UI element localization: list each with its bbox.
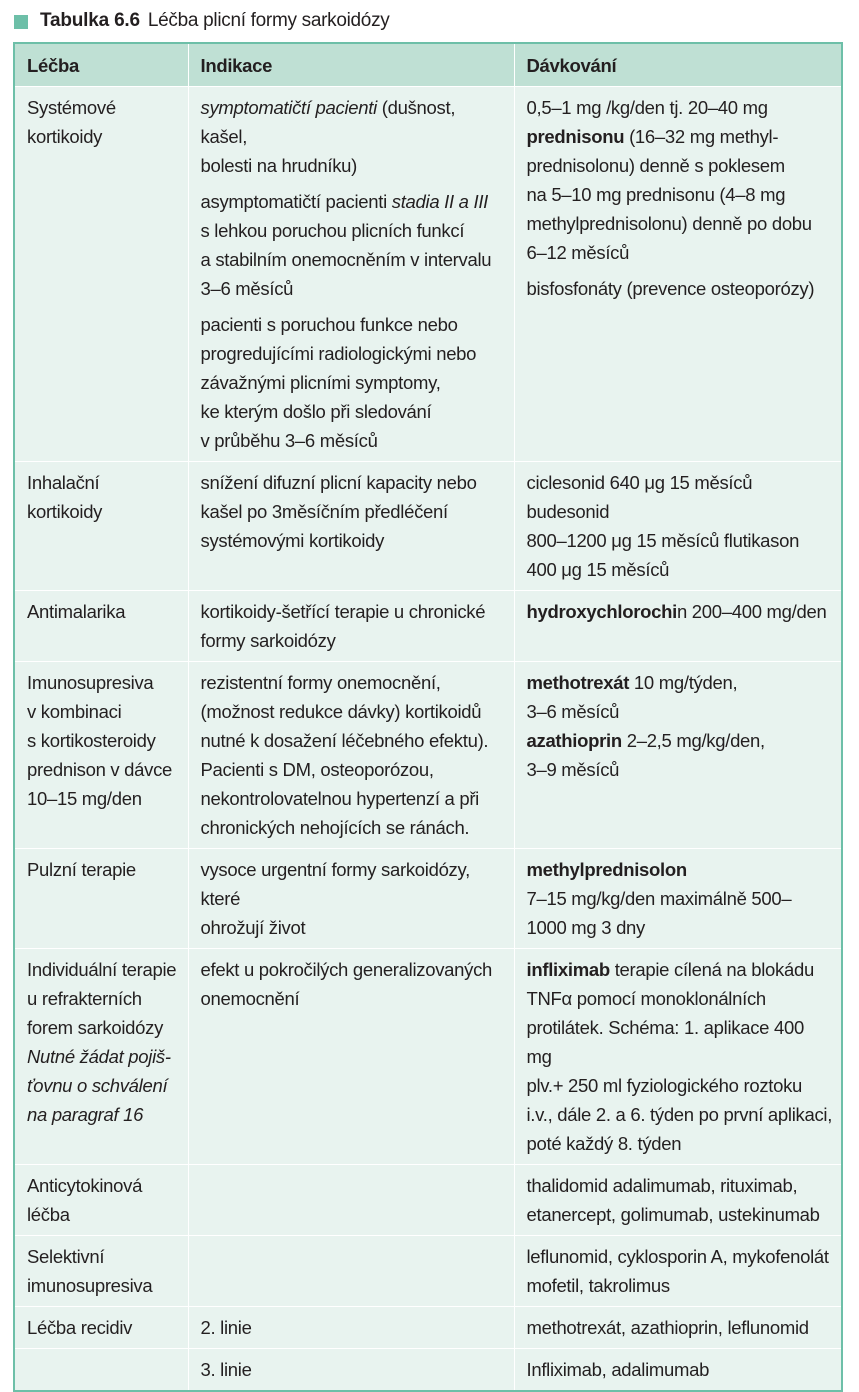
text-run: efekt u pokročilých generalizovaných [200,959,493,980]
text-run: forem sarkoidózy [27,1017,164,1038]
cell-paragraph [201,468,506,555]
cell-paragraph [201,668,506,842]
text-run: 6–12 měsíců [526,242,630,263]
text-run: 7–15 mg/kg/den maximálně 500– [526,888,792,909]
bold-drug-name: prednisonu [526,126,625,147]
text-run: formy sarkoidózy [200,630,336,651]
text-run: v kombinaci [27,701,122,722]
cell-paragraph [527,1242,834,1300]
table-row [14,87,842,462]
text-run: 3–9 měsíců [526,759,620,780]
text-run: Systémové [27,97,116,118]
italic-text: symptomatičtí pacienti [200,97,377,118]
text-run: etanercept, golimumab, ustekinumab [526,1204,820,1225]
text-run: poté každý 8. týden [526,1133,682,1154]
cell-paragraph [201,187,506,303]
cell-dosage [514,1349,842,1392]
cell-treatment [14,949,188,1165]
cell-dosage [514,949,842,1165]
cell-paragraph [201,855,506,942]
text-run: ciclesonid 640 μg 15 měsíců budesonid [526,472,753,522]
table-header-row [14,43,842,87]
text-run: 3–6 měsíců [526,701,620,722]
text-run: kortikoidy-šetřící terapie u chronické [200,601,486,622]
text-run: Léčba recidiv [27,1317,133,1338]
cell-dosage [514,462,842,591]
text-run: u refrakterních [27,988,142,1009]
bold-drug-name: hydroxychlorochi [526,601,677,622]
text-run: Pulzní terapie [27,859,136,880]
text-run: leflunomid, cyklosporin A, mykofenolát [526,1246,829,1267]
text-run: mofetil, takrolimus [526,1275,670,1296]
text-run: kašel po 3měsíčním předléčení [200,501,448,522]
text-run: vysoce urgentní formy sarkoidózy, které [200,859,470,909]
cell-indication [188,591,514,662]
text-run: bisfosfonáty (prevence osteoporózy) [526,278,815,299]
text-run: systémovými kortikoidy [200,530,385,551]
cell-paragraph [527,955,834,1158]
text-run: Anticytokinová [27,1175,143,1196]
cell-dosage [514,1236,842,1307]
cell-treatment [14,462,188,591]
table-row [14,1165,842,1236]
text-run: závažnými plicními symptomy, [200,372,441,393]
text-run: Individuální terapie [27,959,177,980]
cell-treatment [14,662,188,849]
header-indication: Indikace [188,43,514,87]
text-run: v průběhu 3–6 měsíců [200,430,378,451]
cell-paragraph [201,310,506,455]
cell-treatment [14,1349,188,1392]
text-run: ohrožují život [200,917,306,938]
text-run: onemocnění [200,988,300,1009]
italic-text: ťovnu o schválení [27,1075,168,1096]
text-run: (16–32 mg methyl- [624,126,779,147]
text-run: ke kterým došlo při sledování [200,401,432,422]
cell-paragraph [201,955,506,1013]
caption-square-marker [14,15,28,29]
text-run: 1000 mg 3 dny [526,917,645,938]
text-run: Selektivní [27,1246,105,1267]
cell-dosage [514,849,842,949]
cell-indication [188,662,514,849]
cell-paragraph [527,668,834,784]
table-row [14,849,842,949]
cell-paragraph [201,93,506,180]
text-run: TNFα pomocí monoklonálních [526,988,766,1009]
cell-paragraph [527,1313,834,1342]
text-run: na 5–10 mg prednisonu (4–8 mg [526,184,786,205]
cell-paragraph [527,1171,834,1229]
text-run: a stabilním onemocněním v intervalu [200,249,492,270]
table-row [14,1236,842,1307]
cell-dosage [514,87,842,462]
cell-paragraph [201,1355,506,1384]
text-run: pacienti s poruchou funkce nebo [200,314,458,335]
text-run: Antimalarika [27,601,126,622]
text-run: imunosupresiva [27,1275,153,1296]
italic-text: stadia II a III [391,191,489,212]
cell-paragraph [527,1355,834,1384]
sarcoidosis-treatment-table [13,42,843,1392]
header-dosage: Dávkování [514,43,842,87]
text-run: 10–15 mg/den [27,788,142,809]
cell-indication [188,1307,514,1349]
table-row [14,949,842,1165]
cell-treatment [14,1165,188,1236]
text-run: Imunosupresiva [27,672,154,693]
text-run: 400 μg 15 měsíců [526,559,670,580]
table-row [14,1307,842,1349]
bold-drug-name: methylprednisolon [526,859,687,880]
text-run: protilátek. Schéma: 1. aplikace 400 mg [526,1017,804,1067]
text-run: nekontrolovatelnou hypertenzí a při [200,788,479,809]
text-run: 800–1200 μg 15 měsíců flutikason [526,530,800,551]
table-row [14,662,842,849]
text-run: snížení difuzní plicní kapacity nebo [200,472,477,493]
bold-drug-name: azathioprin [526,730,622,751]
italic-text: na paragraf 16 [27,1104,144,1125]
table-row [14,462,842,591]
cell-treatment [14,591,188,662]
text-run: 10 mg/týden, [629,672,738,693]
text-run: Pacienti s DM, osteoporózou, [200,759,434,780]
text-run: plv.+ 250 ml fyziologického roztoku [526,1075,803,1096]
text-run: prednison v dávce [27,759,173,780]
text-run: 2–2,5 mg/kg/den, [621,730,765,751]
text-run: (dušnost, kašel, [200,97,456,147]
text-run: 3–6 měsíců [200,278,294,299]
table-title: Léčba plicní formy sarkoidózy [147,10,390,31]
cell-treatment [14,87,188,462]
text-run: s kortikosteroidy [27,730,156,751]
bold-drug-name: infliximab [526,959,610,980]
bold-drug-name: methotrexát [526,672,630,693]
cell-indication [188,87,514,462]
text-run: asymptomatičtí pacienti [200,191,392,212]
table-row [14,591,842,662]
table-caption [14,6,389,36]
header-treatment: Léčba [14,43,188,87]
cell-paragraph [527,274,834,303]
text-run: i.v., dále 2. a 6. týden po první aplikaci, [526,1104,833,1125]
text-run: progredujícími radiologickými nebo [200,343,477,364]
text-run: rezistentní formy onemocnění, [200,672,441,693]
text-run: methylprednisolonu) denně po dobu [526,213,812,234]
table-row [14,1349,842,1392]
cell-dosage [514,662,842,849]
cell-treatment [14,1236,188,1307]
text-run: Inhalační [27,472,100,493]
text-run: terapie cílená na blokádu [609,959,814,980]
cell-paragraph [201,597,506,655]
text-run: 2. linie [200,1317,252,1338]
cell-paragraph [527,468,834,584]
text-run: 0,5–1 mg /kg/den tj. 20–40 mg [526,97,768,118]
cell-dosage [514,591,842,662]
text-run: thalidomid adalimumab, rituximab, [526,1175,798,1196]
cell-paragraph [527,855,834,942]
cell-paragraph [527,93,834,267]
text-run: léčba [27,1204,70,1225]
cell-treatment [14,849,188,949]
text-run: s lehkou poruchou plicních funkcí [200,220,465,241]
cell-indication [188,849,514,949]
cell-dosage [514,1165,842,1236]
table-number: Tabulka 6.6 [40,10,140,31]
cell-indication [188,1236,514,1307]
text-run: bolesti na hrudníku) [200,155,357,176]
text-run: n 200–400 mg/den [676,601,827,622]
text-run: methotrexát, azathioprin, leflunomid [526,1317,809,1338]
cell-indication [188,462,514,591]
text-run: kortikoidy [27,501,103,522]
text-run: prednisolonu) denně s poklesem [526,155,785,176]
text-run: Infliximab, adalimumab [526,1359,710,1380]
text-run: 3. linie [200,1359,252,1380]
text-run: (možnost redukce dávky) kortikoidů [200,701,482,722]
cell-dosage [514,1307,842,1349]
text-run: kortikoidy [27,126,103,147]
italic-text: Nutné žádat pojiš- [27,1046,171,1067]
cell-indication [188,1349,514,1392]
cell-paragraph [527,597,834,626]
cell-treatment [14,1307,188,1349]
text-run: nutné k dosažení léčebného efektu). [200,730,489,751]
cell-indication [188,949,514,1165]
text-run: chronických nehojících se ránách. [200,817,470,838]
cell-indication [188,1165,514,1236]
cell-paragraph [201,1313,506,1342]
